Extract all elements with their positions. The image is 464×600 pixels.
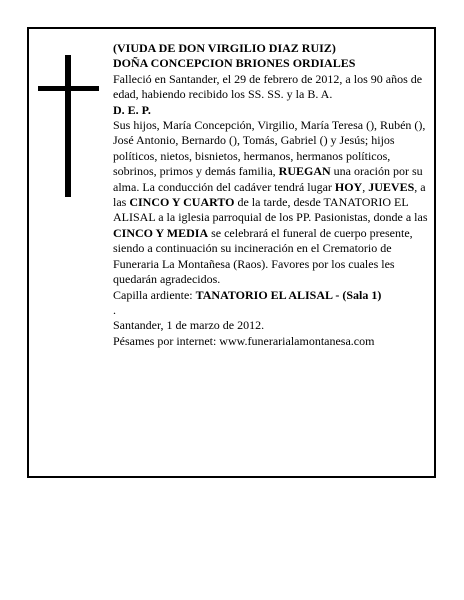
family-bold-hoy: HOY: [334, 179, 363, 194]
family-bold-cinco-y-media: CINCO Y MEDIA: [113, 225, 209, 240]
family-bold-jueves: JUEVES: [368, 179, 415, 194]
chapel-trailer: .: [113, 302, 116, 317]
family-text-2: una oración por su alma. La conducción del cadáver tendrá lugar: [113, 164, 423, 194]
chapel-place: TANATORIO EL ALISAL - (Sala 1): [195, 287, 382, 302]
death-details: Falleció en Santander, el 29 de febrero de 2012, a los 90 años de edad, habiendo recibido los SS. SS. y la B. A.: [113, 71, 423, 102]
obituary-text: [113, 41, 431, 349]
cross-vertical-bar: [65, 55, 71, 197]
family-text-3: ,: [362, 179, 369, 194]
cross-horizontal-bar: [38, 86, 99, 91]
widow-line: (VIUDA DE DON VIRGILIO DIAZ RUIZ): [113, 41, 336, 55]
date-line: Santander, 1 de marzo de 2012.: [113, 318, 265, 333]
condolences-line: Pésames por internet: www.funerarialamontanesa.com: [113, 333, 375, 348]
family-bold-ruegan: RUEGAN: [278, 164, 331, 179]
deceased-name: DOÑA CONCEPCION BRIONES ORDIALES: [113, 56, 356, 71]
family-text-1: Sus hijos, María Concepción, Virgilio, María Teresa (), Rubén (), José Antonio, Bernardo (), Tomás, Gabriel () y Jesús; hijos políticos, nietos, bisnietos, hermanos, hermanos políticos, sobrinos, primos y demás familia,: [113, 118, 426, 179]
family-bold-cinco-y-cuarto: CINCO Y CUARTO: [129, 195, 235, 210]
dep-line: D. E. P.: [113, 102, 151, 117]
family-text-5: de la tarde, desde TANATORIO EL ALISAL a la iglesia parroquial de los PP. Pasionistas, donde a las: [113, 195, 428, 225]
chapel-line: [113, 288, 431, 319]
chapel-label: Capilla ardiente:: [113, 287, 196, 302]
family-text-6: se celebrará el funeral de cuerpo presente, siendo a continuación su incineración en el Crematorio de Funeraria La Montañesa (Raos). Favores por los cuales les quedarán agradecidos.: [113, 225, 413, 287]
family-paragraph: [113, 118, 431, 287]
family-text-4: , a las: [113, 179, 426, 210]
